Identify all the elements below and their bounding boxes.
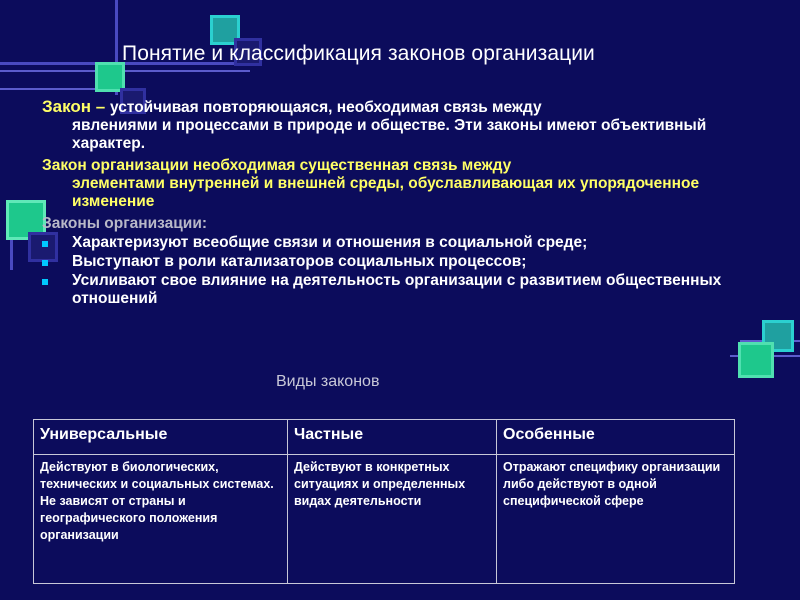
- decor-line: [0, 70, 250, 72]
- law-text-line1: устойчивая повторяющаяся, необходимая связь между: [109, 99, 542, 116]
- list-item: [42, 272, 742, 308]
- bullet-text: Усиливают свое влияние на деятельность организации с развитием общественных отношений: [72, 272, 722, 307]
- slide-title: Понятие и классификация законов организации: [122, 42, 595, 65]
- law-dash: –: [91, 97, 110, 116]
- org-laws-list: [42, 234, 742, 308]
- list-item: [42, 234, 742, 252]
- law-types-table: [33, 419, 735, 584]
- bullet-icon: [42, 260, 48, 266]
- slide-content: [42, 98, 742, 309]
- table-header-row: [34, 420, 735, 455]
- cell-universal: Действуют в биологических, технических и социальных системах. Не зависят от страны и географического положения организации: [34, 455, 288, 584]
- law-term: Закон: [42, 97, 92, 116]
- org-law-definition: [42, 157, 742, 211]
- cell-special: Отражают специфику организации либо действуют в одной специфической сфере: [497, 455, 735, 584]
- header-universal: Универсальные: [34, 420, 288, 455]
- law-text-rest: явлениями и процессами в природе и обществе. Эти законы имеют объективный характер.: [72, 117, 707, 152]
- list-item: [42, 253, 742, 271]
- org-laws-heading: Законы организации:: [42, 215, 208, 232]
- bullet-text: Выступают в роли катализаторов социальных процессов;: [72, 253, 527, 270]
- header-special: Особенные: [497, 420, 735, 455]
- decor-square: [738, 342, 774, 378]
- org-law-line1: Закон организации необходимая существенная связь между: [42, 157, 512, 174]
- table-row: [34, 455, 735, 584]
- org-law-rest: элементами внутренней и внешней среды, обуславливающая их упорядоченное изменение: [72, 175, 700, 210]
- bullet-icon: [42, 279, 48, 285]
- header-particular: Частные: [288, 420, 497, 455]
- bullet-text: Характеризуют всеобщие связи и отношения в социальной среде;: [72, 234, 588, 251]
- cell-particular: Действуют в конкретных ситуациях и определенных видах деятельности: [288, 455, 497, 584]
- types-heading: Виды законов: [276, 373, 380, 390]
- law-definition: [42, 98, 742, 153]
- bullet-icon: [42, 241, 48, 247]
